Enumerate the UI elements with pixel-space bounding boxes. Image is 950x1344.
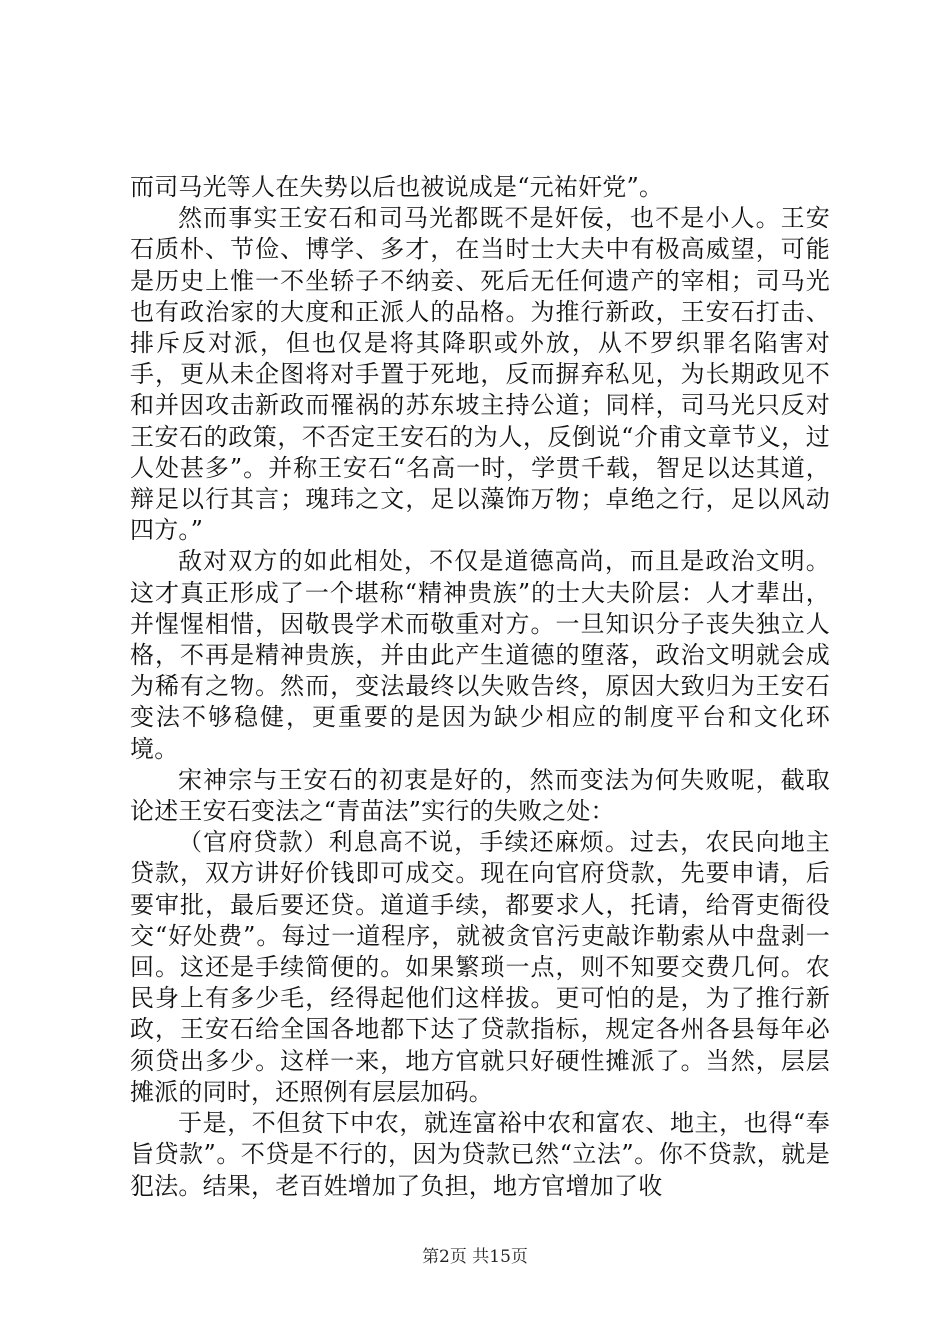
paragraph-1: 而司马光等人在失势以后也被说成是“元祐奸党”。 <box>130 173 664 201</box>
paragraph-5: （官府贷款）利息高不说，手续还麻烦。过去，农民向地主贷款，双方讲好价钱即可成交。现在向官府贷款，先要申请，后要审批，最后要还贷。道道手续，都要求人，托请，给胥吏衙役交“好处费”。每过一道程序，就被贪官污吏敲诈勒索从中盘剥一回。这还是手续简便的。如果繁琐一点，则不知要交费几何。农民身上有多少毛，经得起他们这样拔。更可怕的是，为了推行新政，王安石给全国各地都下达了贷款指标，规定各州各县每年必须贷出多少。这样一来，地方官就只好硬性摊派了。当然，层层摊派的同时，还照例有层层加码。 <box>130 828 830 1106</box>
page-number-label: 第2页 共15页 <box>422 1247 528 1267</box>
paragraph-3: 敌对双方的如此相处，不仅是道德高尚，而且是政治文明。这才真正形成了一个堪称“精神贵族”的士大夫阶层：人才辈出，并惺惺相惜，因敬畏学术而敬重对方。一旦知识分子丧失独立人格，不再是精神贵族，并由此产生道德的堕落，政治文明就会成为稀有之物。然而，变法最终以失败告终，原因大致归为王安石变法不够稳健，更重要的是因为缺少相应的制度平台和文化环境。 <box>130 547 830 763</box>
paragraph-4: 宋神宗与王安石的初衷是好的，然而变法为何失败呢，截取论述王安石变法之“青苗法”实行的失败之处： <box>130 765 830 826</box>
document-body <box>130 172 830 1202</box>
paragraph-6: 于是，不但贫下中农，就连富裕中农和富农、地主，也得“奉旨贷款”。不贷是不行的，因为贷款已然“立法”。你不贷款，就是犯法。结果，老百姓增加了负担，地方官增加了收 <box>130 1109 830 1200</box>
page-footer <box>0 1242 950 1267</box>
paragraph-2: 然而事实王安石和司马光都既不是奸佞，也不是小人。王安石质朴、节俭、博学、多才，在当时士大夫中有极高威望，可能是历史上惟一不坐轿子不纳妾、死后无任何遗产的宰相；司马光也有政治家的大度和正派人的品格。为推行新政，王安石打击、排斥反对派，但也仅是将其降职或外放，从不罗织罪名陷害对手，更从未企图将对手置于死地，反而摒弃私见，为长期政见不和并因攻击新政而罹祸的苏东坡主持公道；同样，司马光只反对王安石的政策，不否定王安石的为人，反倒说“介甫文章节义，过人处甚多”。并称王安石“名高一时，学贯千载，智足以达其道，辩足以行其言；瑰玮之文，足以藻饰万物；卓绝之行，足以风动四方。” <box>130 204 830 545</box>
